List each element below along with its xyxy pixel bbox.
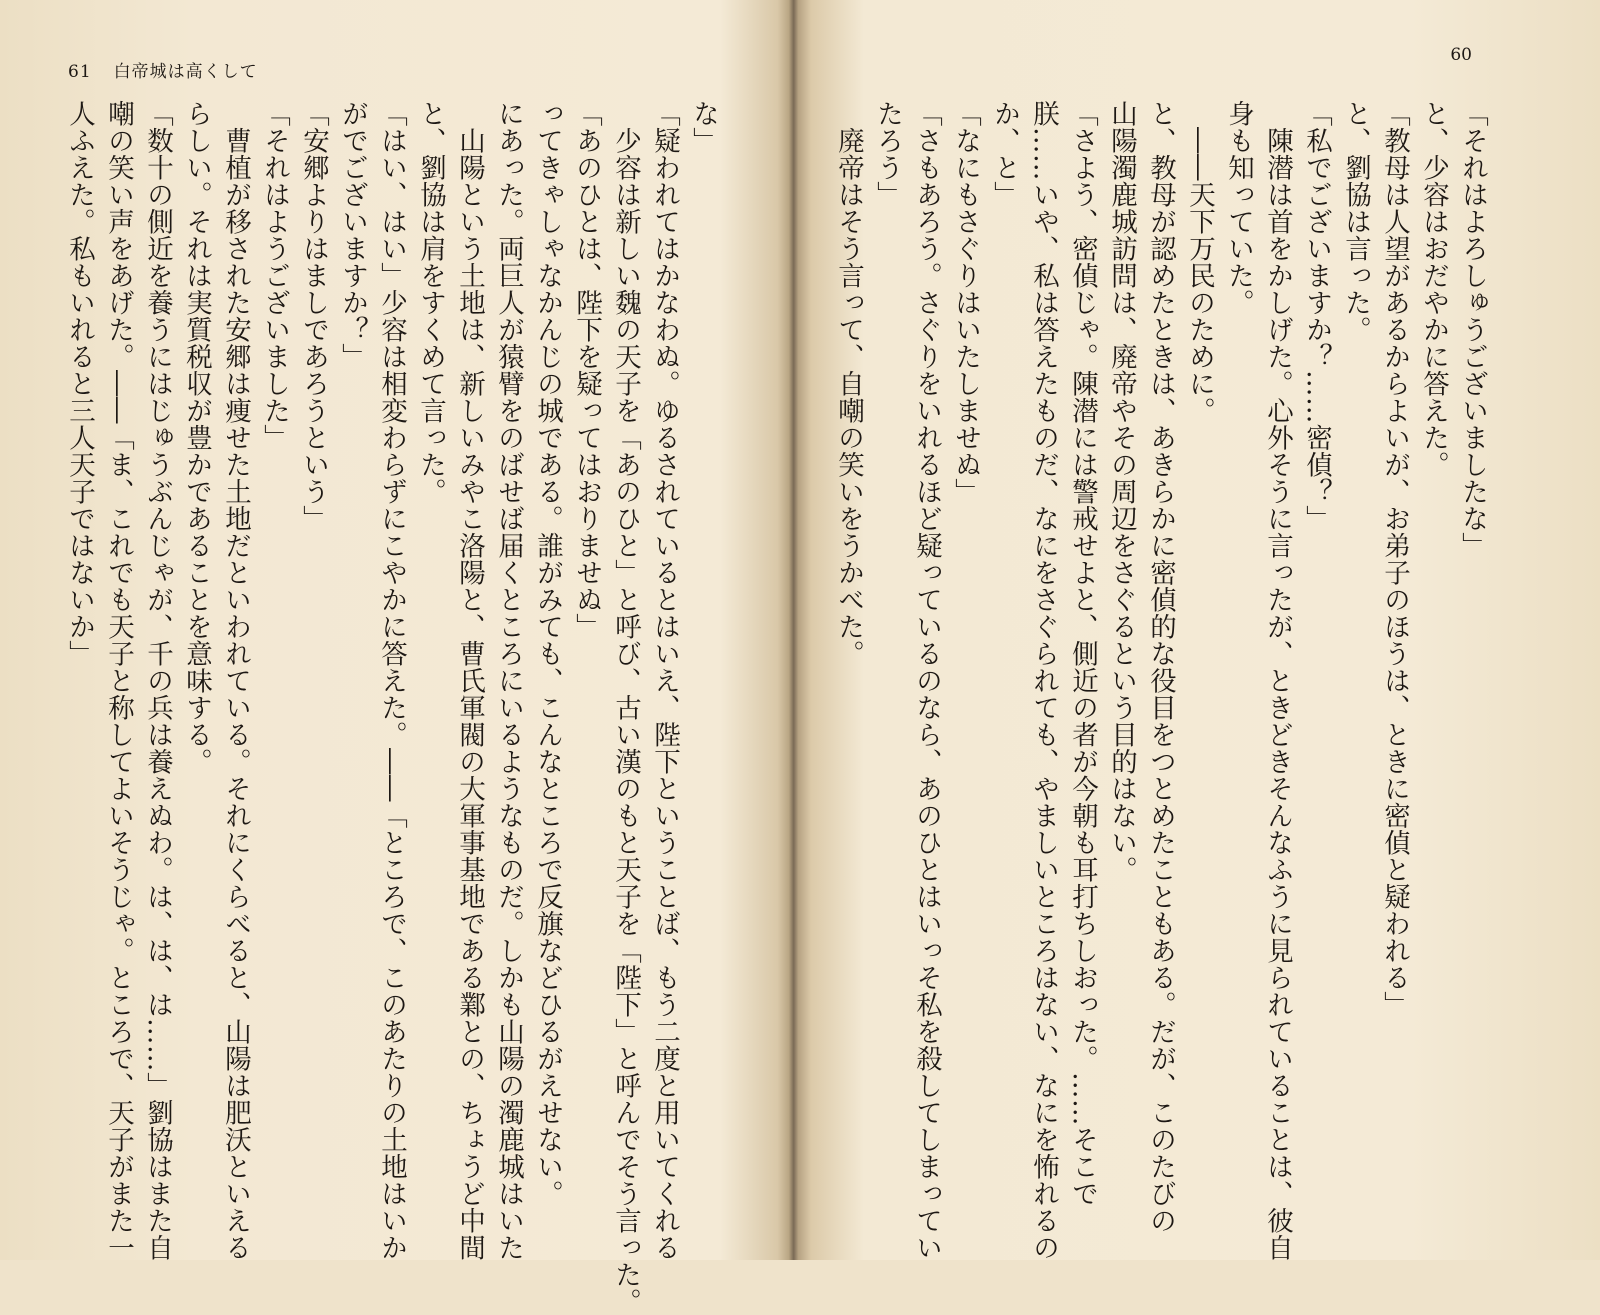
- text-line: 廃帝はそう言って、自嘲の笑いをうかべた。: [833, 100, 864, 667]
- page-number-right: 60: [1450, 45, 1472, 65]
- text-line: 「なにもさぐりはいたしませぬ」: [950, 100, 981, 505]
- text-line: か、と」: [989, 100, 1020, 208]
- text-line: にあった。両巨人が猿臂をのばせば届くところにいるようなものだ。しかも山陽の濁鹿城はいた: [493, 100, 524, 1261]
- text-line: 「さよう、密偵じゃ。陳潜には警戒せよと、側近の者が今朝も耳打ちしおった。……そこで: [1067, 100, 1098, 1207]
- text-line: 「私でございますか？……密偵？」: [1301, 100, 1332, 532]
- text-line: 山陽濁鹿城訪問は、廃帝やその周辺をさぐるという目的はない。: [1106, 100, 1137, 883]
- page-number-left: 61: [68, 62, 92, 82]
- text-line: 「はい、はい」少容は相変わらずにこやかに答えた。――「ところで、このあたりの土地はいか: [376, 100, 407, 1261]
- text-line: 人ふえた。私もいれると三人天子ではないか」: [64, 100, 95, 667]
- text-line: ――天下万民のために。: [1184, 100, 1215, 424]
- text-line: 「数十の側近を養うにはじゅうぶんじゃが、千の兵は養えぬわ。は、は、は……」劉協はまた自: [142, 100, 173, 1261]
- text-line: 「教母は人望があるからよいが、お弟子のほうは、ときに密偵と疑われる」: [1379, 100, 1410, 1018]
- text-line: がでございますか？」: [337, 100, 368, 370]
- left-page-text: [60, 100, 723, 1315]
- left-page: [0, 0, 790, 1315]
- text-line: と、劉協は肩をすくめて言った。: [415, 100, 446, 505]
- text-line: 「疑われてはかなわぬ。ゆるされているとはいえ、陛下ということば、もう二度と用いてくれる: [649, 100, 680, 1261]
- text-line: 「あのひとは、陛下を疑ってはおりませぬ」: [571, 100, 602, 640]
- text-line: 「それはようございました」: [259, 100, 290, 451]
- text-line: 身も知っていた。: [1223, 100, 1254, 316]
- text-line: 「さもあろう。さぐりをいれるほど疑っているのなら、あのひとはいっそ私を殺してしまってい: [911, 100, 942, 1261]
- text-line: 山陽という土地は、新しいみやこ洛陽と、曹氏軍閥の大軍事基地である鄴との、ちょうど中間: [454, 100, 485, 1261]
- text-line: と、少容はおだやかに答えた。: [1418, 100, 1449, 478]
- text-line: 朕……いや、私は答えたものだ、なにをさぐられても、やましいところはない、なにを怖れるの: [1028, 100, 1059, 1261]
- text-line: 曹植が移された安郷は痩せた土地だといわれている。それにくらべると、山陽は肥沃といえる: [220, 100, 251, 1261]
- text-line: な」: [688, 100, 719, 154]
- text-line: らしい。それは実質税収が豊かであることを意味する。: [181, 100, 212, 775]
- text-line: 陳潜は首をかしげた。心外そうに言ったが、ときどきそんなふうに見られていることは、彼自: [1262, 100, 1293, 1261]
- text-line: と、劉協は言った。: [1340, 100, 1371, 343]
- text-line: と、教母が認めたときは、あきらかに密偵的な役目をつとめたこともある。だが、このたびの: [1145, 100, 1176, 1234]
- text-line: 「それはよろしゅうございましたな」: [1457, 100, 1488, 559]
- text-line: たろう」: [872, 100, 903, 208]
- running-head-title: 白帝城は高くして: [113, 62, 258, 82]
- text-line: 嘲の笑い声をあげた。――「ま、これでも天子と称してよいそうじゃ。ところで、天子がまた一: [103, 100, 134, 1261]
- text-line: ってきゃしゃなかんじの城である。誰がみても、こんなところで反旗などひるがえせない。: [532, 100, 563, 1207]
- right-page-text: [829, 100, 1492, 1261]
- text-line: 「安郷よりはましであろうという」: [298, 100, 329, 532]
- running-head: [68, 57, 258, 82]
- right-page: [790, 0, 1600, 1260]
- text-line: 少容は新しい魏の天子を「あのひと」と呼び、古い漢のもと天子を「陛下」と呼んでそう言った。: [610, 100, 641, 1315]
